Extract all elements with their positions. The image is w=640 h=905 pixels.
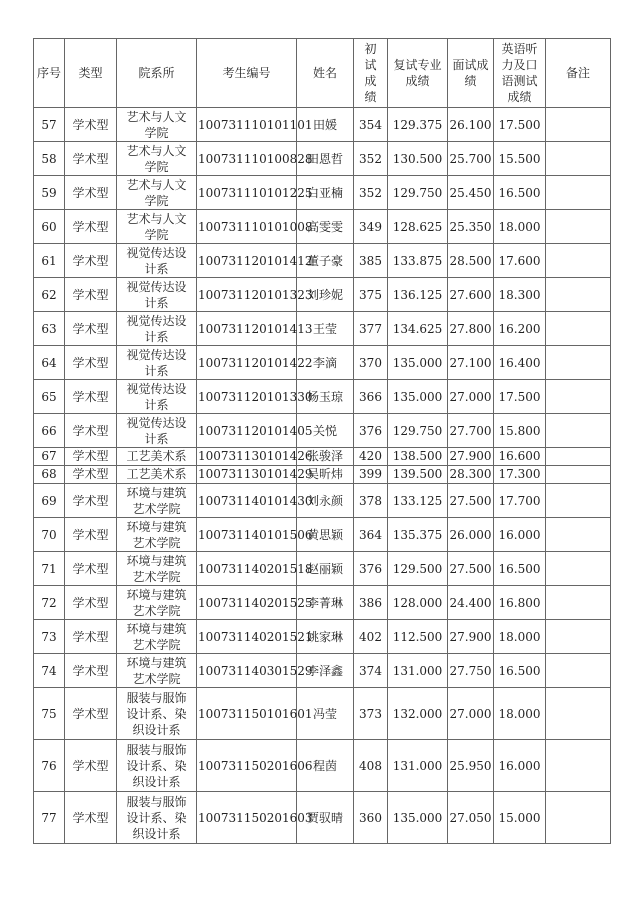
cell-name: 刘永颜	[297, 484, 354, 518]
cell-id: 100731150101601	[197, 688, 297, 740]
cell-no: 77	[34, 792, 65, 844]
cell-id: 100731110101225	[197, 176, 297, 210]
cell-id: 100731140101506	[197, 518, 297, 552]
cell-type: 学术型	[65, 518, 117, 552]
cell-no: 69	[34, 484, 65, 518]
cell-dept: 工艺美术系	[117, 448, 197, 466]
table-row	[34, 466, 611, 484]
cell-name: 冯莹	[297, 688, 354, 740]
cell-retest: 131.000	[388, 654, 448, 688]
cell-interview: 27.500	[448, 484, 494, 518]
cell-type: 学术型	[65, 312, 117, 346]
cell-retest: 129.500	[388, 552, 448, 586]
cell-name: 程茵	[297, 740, 354, 792]
cell-english: 15.000	[494, 792, 546, 844]
score-table	[33, 38, 611, 844]
cell-interview: 25.700	[448, 142, 494, 176]
cell-english: 18.000	[494, 210, 546, 244]
cell-dept: 环境与建筑 艺术学院	[117, 620, 197, 654]
cell-retest: 135.000	[388, 346, 448, 380]
cell-retest: 136.125	[388, 278, 448, 312]
cell-retest: 129.750	[388, 414, 448, 448]
header-note: 备注	[546, 39, 611, 108]
cell-note	[546, 792, 611, 844]
header-seq: 序号	[34, 39, 65, 108]
cell-dept: 服装与服饰 设计系、染 织设计系	[117, 740, 197, 792]
cell-retest: 133.875	[388, 244, 448, 278]
cell-name: 李泽鑫	[297, 654, 354, 688]
cell-note	[546, 108, 611, 142]
cell-id: 100731110101101	[197, 108, 297, 142]
cell-interview: 27.050	[448, 792, 494, 844]
cell-dept: 环境与建筑 艺术学院	[117, 518, 197, 552]
cell-id: 100731140201525	[197, 586, 297, 620]
table-row	[34, 448, 611, 466]
header-interview-score: 面试成 绩	[448, 39, 494, 108]
cell-name: 姚家琳	[297, 620, 354, 654]
cell-type: 学术型	[65, 586, 117, 620]
cell-type: 学术型	[65, 466, 117, 484]
cell-prelim: 366	[354, 380, 388, 414]
cell-english: 16.200	[494, 312, 546, 346]
cell-name: 田媛	[297, 108, 354, 142]
cell-note	[546, 414, 611, 448]
cell-no: 58	[34, 142, 65, 176]
table-row	[34, 620, 611, 654]
table-row	[34, 244, 611, 278]
cell-no: 61	[34, 244, 65, 278]
cell-no: 59	[34, 176, 65, 210]
cell-dept: 视觉传达设 计系	[117, 380, 197, 414]
cell-english: 18.000	[494, 688, 546, 740]
cell-english: 16.400	[494, 346, 546, 380]
cell-note	[546, 244, 611, 278]
cell-type: 学术型	[65, 380, 117, 414]
cell-english: 17.500	[494, 108, 546, 142]
cell-interview: 27.100	[448, 346, 494, 380]
cell-id: 100731150201603	[197, 792, 297, 844]
cell-dept: 服装与服饰 设计系、染 织设计系	[117, 792, 197, 844]
cell-name: 杨玉琼	[297, 380, 354, 414]
cell-id: 100731110101008	[197, 210, 297, 244]
cell-english: 15.500	[494, 142, 546, 176]
cell-retest: 135.000	[388, 380, 448, 414]
cell-prelim: 375	[354, 278, 388, 312]
cell-id: 100731120101323	[197, 278, 297, 312]
cell-english: 16.000	[494, 518, 546, 552]
cell-name: 张骏泽	[297, 448, 354, 466]
cell-no: 72	[34, 586, 65, 620]
cell-retest: 128.625	[388, 210, 448, 244]
cell-type: 学术型	[65, 654, 117, 688]
cell-retest: 130.500	[388, 142, 448, 176]
cell-note	[546, 346, 611, 380]
cell-interview: 27.800	[448, 312, 494, 346]
cell-dept: 视觉传达设 计系	[117, 278, 197, 312]
cell-name: 李滴	[297, 346, 354, 380]
cell-retest: 131.000	[388, 740, 448, 792]
cell-interview: 27.000	[448, 380, 494, 414]
cell-interview: 28.500	[448, 244, 494, 278]
cell-prelim: 370	[354, 346, 388, 380]
cell-type: 学术型	[65, 688, 117, 740]
cell-prelim: 349	[354, 210, 388, 244]
cell-prelim: 399	[354, 466, 388, 484]
cell-english: 17.600	[494, 244, 546, 278]
cell-interview: 26.000	[448, 518, 494, 552]
cell-dept: 环境与建筑 艺术学院	[117, 552, 197, 586]
cell-english: 18.300	[494, 278, 546, 312]
cell-prelim: 378	[354, 484, 388, 518]
header-english-score: 英语听 力及口 语测试 成绩	[494, 39, 546, 108]
cell-prelim: 408	[354, 740, 388, 792]
cell-note	[546, 176, 611, 210]
cell-no: 57	[34, 108, 65, 142]
cell-no: 60	[34, 210, 65, 244]
cell-no: 73	[34, 620, 65, 654]
cell-interview: 27.000	[448, 688, 494, 740]
cell-note	[546, 466, 611, 484]
cell-name: 李菁琳	[297, 586, 354, 620]
cell-note	[546, 586, 611, 620]
cell-no: 66	[34, 414, 65, 448]
cell-prelim: 352	[354, 142, 388, 176]
table-row	[34, 108, 611, 142]
cell-type: 学术型	[65, 346, 117, 380]
cell-no: 65	[34, 380, 65, 414]
cell-no: 68	[34, 466, 65, 484]
cell-id: 100731140201518	[197, 552, 297, 586]
cell-dept: 艺术与人文 学院	[117, 176, 197, 210]
cell-id: 100731120101412	[197, 244, 297, 278]
cell-interview: 27.750	[448, 654, 494, 688]
cell-id: 100731140101430	[197, 484, 297, 518]
cell-english: 16.800	[494, 586, 546, 620]
cell-type: 学术型	[65, 210, 117, 244]
cell-id: 100731110100828	[197, 142, 297, 176]
cell-name: 吴昕炜	[297, 466, 354, 484]
cell-retest: 129.375	[388, 108, 448, 142]
cell-english: 16.000	[494, 740, 546, 792]
cell-retest: 135.000	[388, 792, 448, 844]
cell-type: 学术型	[65, 142, 117, 176]
cell-name: 贾驭晴	[297, 792, 354, 844]
cell-name: 赵丽颖	[297, 552, 354, 586]
cell-english: 17.700	[494, 484, 546, 518]
cell-name: 董子豪	[297, 244, 354, 278]
cell-english: 16.600	[494, 448, 546, 466]
table-row	[34, 484, 611, 518]
cell-dept: 艺术与人文 学院	[117, 108, 197, 142]
header-candidate-id: 考生编号	[197, 39, 297, 108]
cell-prelim: 420	[354, 448, 388, 466]
cell-english: 17.500	[494, 380, 546, 414]
table-row	[34, 740, 611, 792]
cell-interview: 24.400	[448, 586, 494, 620]
cell-note	[546, 688, 611, 740]
cell-prelim: 402	[354, 620, 388, 654]
cell-english: 15.800	[494, 414, 546, 448]
cell-type: 学术型	[65, 108, 117, 142]
cell-retest: 132.000	[388, 688, 448, 740]
cell-dept: 视觉传达设 计系	[117, 346, 197, 380]
cell-retest: 138.500	[388, 448, 448, 466]
cell-id: 100731130101429	[197, 466, 297, 484]
table-row	[34, 688, 611, 740]
cell-retest: 112.500	[388, 620, 448, 654]
header-type: 类型	[65, 39, 117, 108]
cell-retest: 129.750	[388, 176, 448, 210]
cell-id: 100731120101330	[197, 380, 297, 414]
cell-interview: 28.300	[448, 466, 494, 484]
table-row	[34, 312, 611, 346]
cell-name: 白亚楠	[297, 176, 354, 210]
cell-no: 75	[34, 688, 65, 740]
table-row	[34, 552, 611, 586]
cell-type: 学术型	[65, 278, 117, 312]
cell-prelim: 374	[354, 654, 388, 688]
cell-name: 黄思颖	[297, 518, 354, 552]
cell-retest: 134.625	[388, 312, 448, 346]
cell-dept: 环境与建筑 艺术学院	[117, 484, 197, 518]
cell-interview: 27.700	[448, 414, 494, 448]
cell-type: 学术型	[65, 620, 117, 654]
cell-interview: 27.600	[448, 278, 494, 312]
cell-prelim: 386	[354, 586, 388, 620]
cell-id: 100731150201606	[197, 740, 297, 792]
table-row	[34, 346, 611, 380]
cell-note	[546, 552, 611, 586]
cell-type: 学术型	[65, 740, 117, 792]
cell-note	[546, 620, 611, 654]
header-retest-score: 复试专业 成绩	[388, 39, 448, 108]
cell-prelim: 364	[354, 518, 388, 552]
cell-note	[546, 142, 611, 176]
cell-interview: 27.500	[448, 552, 494, 586]
cell-name: 高雯雯	[297, 210, 354, 244]
cell-note	[546, 210, 611, 244]
cell-no: 74	[34, 654, 65, 688]
cell-no: 64	[34, 346, 65, 380]
cell-dept: 艺术与人文 学院	[117, 210, 197, 244]
cell-interview: 27.900	[448, 620, 494, 654]
table-row	[34, 586, 611, 620]
table-row	[34, 210, 611, 244]
cell-english: 16.500	[494, 176, 546, 210]
table-row	[34, 792, 611, 844]
cell-name: 刘珍妮	[297, 278, 354, 312]
cell-id: 100731130101426	[197, 448, 297, 466]
table-row	[34, 380, 611, 414]
cell-prelim: 385	[354, 244, 388, 278]
cell-dept: 视觉传达设 计系	[117, 244, 197, 278]
cell-prelim: 360	[354, 792, 388, 844]
header-department: 院系所	[117, 39, 197, 108]
cell-dept: 视觉传达设 计系	[117, 312, 197, 346]
cell-id: 100731140301529	[197, 654, 297, 688]
cell-interview: 25.450	[448, 176, 494, 210]
cell-prelim: 376	[354, 552, 388, 586]
cell-type: 学术型	[65, 414, 117, 448]
cell-note	[546, 312, 611, 346]
cell-no: 71	[34, 552, 65, 586]
cell-name: 王莹	[297, 312, 354, 346]
cell-english: 16.500	[494, 654, 546, 688]
cell-note	[546, 654, 611, 688]
cell-type: 学术型	[65, 484, 117, 518]
cell-note	[546, 740, 611, 792]
cell-english: 18.000	[494, 620, 546, 654]
cell-retest: 128.000	[388, 586, 448, 620]
cell-dept: 工艺美术系	[117, 466, 197, 484]
cell-retest: 133.125	[388, 484, 448, 518]
cell-name: 关悦	[297, 414, 354, 448]
cell-id: 100731120101405	[197, 414, 297, 448]
cell-type: 学术型	[65, 244, 117, 278]
cell-interview: 25.950	[448, 740, 494, 792]
cell-no: 62	[34, 278, 65, 312]
cell-dept: 环境与建筑 艺术学院	[117, 586, 197, 620]
cell-dept: 艺术与人文 学院	[117, 142, 197, 176]
table-row	[34, 414, 611, 448]
cell-retest: 135.375	[388, 518, 448, 552]
cell-type: 学术型	[65, 176, 117, 210]
cell-prelim: 377	[354, 312, 388, 346]
header-name: 姓名	[297, 39, 354, 108]
header-row	[34, 39, 611, 108]
cell-note	[546, 484, 611, 518]
cell-dept: 服装与服饰 设计系、染 织设计系	[117, 688, 197, 740]
cell-type: 学术型	[65, 448, 117, 466]
cell-name: 田恩哲	[297, 142, 354, 176]
cell-note	[546, 278, 611, 312]
table-row	[34, 278, 611, 312]
cell-id: 100731120101422	[197, 346, 297, 380]
cell-prelim: 352	[354, 176, 388, 210]
cell-retest: 139.500	[388, 466, 448, 484]
cell-type: 学术型	[65, 792, 117, 844]
cell-type: 学术型	[65, 552, 117, 586]
table-row	[34, 176, 611, 210]
cell-note	[546, 448, 611, 466]
cell-id: 100731120101413	[197, 312, 297, 346]
table-row	[34, 142, 611, 176]
cell-dept: 环境与建筑 艺术学院	[117, 654, 197, 688]
cell-english: 16.500	[494, 552, 546, 586]
header-prelim-score: 初 试 成 绩	[354, 39, 388, 108]
table-row	[34, 518, 611, 552]
cell-dept: 视觉传达设 计系	[117, 414, 197, 448]
cell-interview: 26.100	[448, 108, 494, 142]
cell-no: 67	[34, 448, 65, 466]
cell-interview: 25.350	[448, 210, 494, 244]
table-row	[34, 654, 611, 688]
cell-prelim: 373	[354, 688, 388, 740]
cell-prelim: 354	[354, 108, 388, 142]
cell-english: 17.300	[494, 466, 546, 484]
cell-note	[546, 518, 611, 552]
cell-no: 70	[34, 518, 65, 552]
cell-prelim: 376	[354, 414, 388, 448]
cell-no: 63	[34, 312, 65, 346]
cell-note	[546, 380, 611, 414]
cell-interview: 27.900	[448, 448, 494, 466]
cell-id: 100731140201521	[197, 620, 297, 654]
cell-no: 76	[34, 740, 65, 792]
